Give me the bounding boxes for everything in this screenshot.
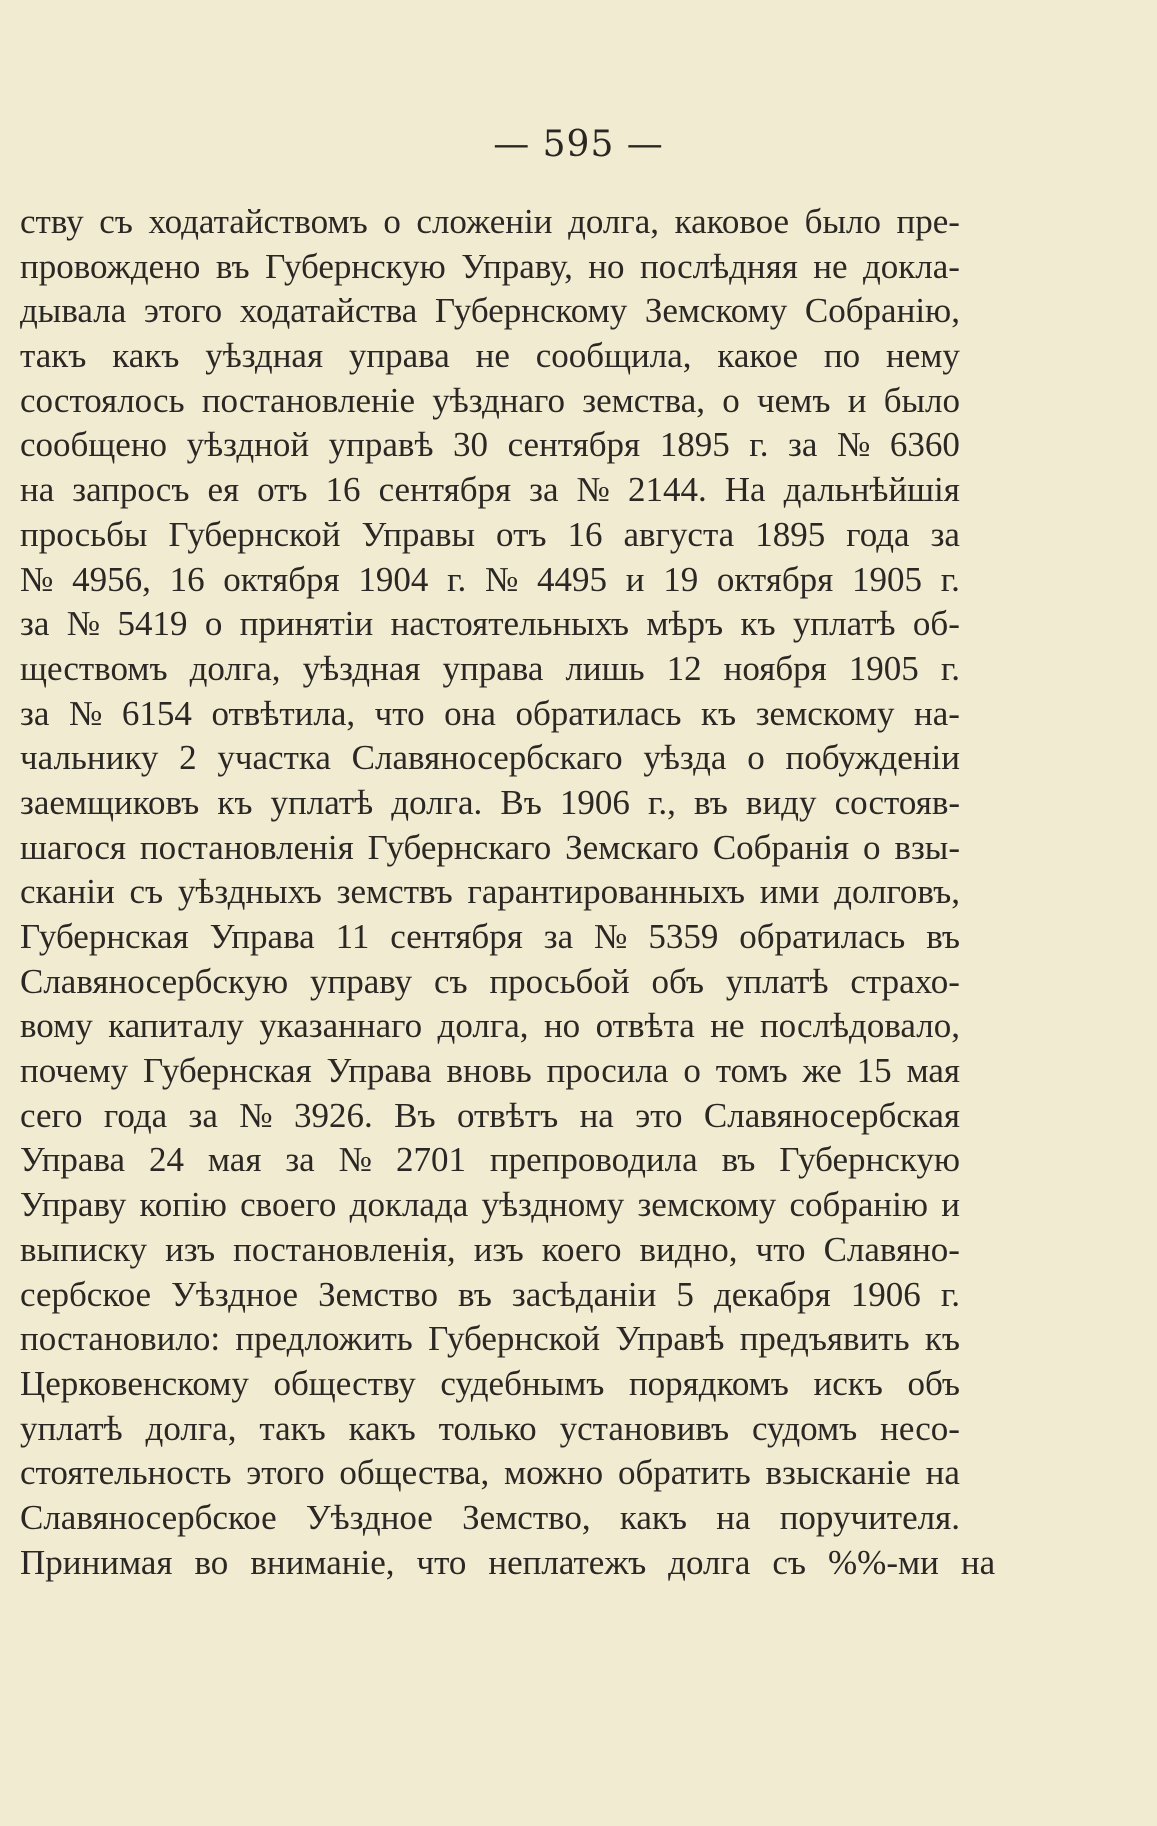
text-line: уплатѣ долга, такъ какъ только установивъ судомъ несо- xyxy=(20,1408,960,1448)
text-line: дывала этого ходатайства Губернскому Земскому Собранiю, xyxy=(20,291,960,331)
text-line: ству съ ходатайствомъ о сложенiи долга, каковое было пре- xyxy=(20,202,960,241)
text-line: чальнику 2 участка Славяносербскаго уѣзда о побужденiи xyxy=(20,738,960,778)
text-line: провождено въ Губернскую Управу, но послѣдняя не докла- xyxy=(20,246,960,286)
text-line: Принимая во вниманiе, что неплатежъ долга съ %%-ми на xyxy=(20,1542,996,1582)
text-line: № 4956, 16 октября 1904 г. № 4495 и 19 октября 1905 г. xyxy=(20,559,960,599)
text-line: почему Губернская Управа вновь просила о томъ же 15 мая xyxy=(20,1051,960,1091)
text-line: такъ какъ уѣздная управа не сообщила, какое по нему xyxy=(20,336,960,376)
text-line: вому капиталу указаннаго долга, но отвѣта не послѣдовало, xyxy=(20,1006,960,1046)
text-line: стоятельность этого общества, можно обратить взысканiе на xyxy=(20,1453,960,1493)
text-line: Управу копiю своего доклада уѣздному земскому собранiю и xyxy=(20,1185,960,1225)
text-line: постановило: предложить Губернской Управѣ предъявить къ xyxy=(20,1319,960,1359)
text-line: за № 6154 отвѣтила, что она обратилась къ земскому на- xyxy=(20,693,960,733)
page-number: — 595 — xyxy=(493,124,664,165)
text-line: сообщено уѣздной управѣ 30 сентября 1895 г. за № 6360 xyxy=(20,425,960,465)
text-line: Славяносербскую управу съ просьбой объ уплатѣ страхо- xyxy=(20,961,960,1001)
text-line: шагося постановленiя Губернскаго Земскаго Собранiя о взы- xyxy=(20,827,960,867)
text-line: просьбы Губернской Управы отъ 16 августа 1895 года за xyxy=(20,514,960,554)
text-line: сербское Уѣздное Земство въ засѣданiи 5 декабря 1906 г. xyxy=(20,1274,960,1314)
text-line: Управа 24 мая за № 2701 препроводила въ Губернскую xyxy=(20,1140,960,1180)
text-line: за № 5419 о принятiи настоятельныхъ мѣръ къ уплатѣ об- xyxy=(20,604,960,644)
text-line: Церковенскому обществу судебнымъ порядкомъ искъ объ xyxy=(20,1363,960,1403)
text-line: Славяносербское Уѣздное Земство, какъ на поручителя. xyxy=(20,1497,960,1537)
text-line: Губернская Управа 11 сентября за № 5359 обратилась въ xyxy=(20,917,960,956)
text-line: заемщиковъ къ уплатѣ долга. Въ 1906 г., въ виду состояв- xyxy=(20,782,960,822)
text-line: ществомъ долга, уѣздная управа лишь 12 ноября 1905 г. xyxy=(20,648,960,688)
text-line: сканiи съ уѣздныхъ земствъ гарантированныхъ ими долговъ, xyxy=(20,872,960,912)
text-line: на запросъ ея отъ 16 сентября за № 2144. На дальнѣйшiя xyxy=(20,470,960,510)
text-line: состоялось постановленiе уѣзднаго земства, о чемъ и было xyxy=(20,380,960,420)
text-line: выписку изъ постановленiя, изъ коего видно, что Славяно- xyxy=(20,1229,960,1269)
body-text xyxy=(20,200,996,1585)
text-line: сего года за № 3926. Въ отвѣтъ на это Славяносербская xyxy=(20,1095,960,1135)
